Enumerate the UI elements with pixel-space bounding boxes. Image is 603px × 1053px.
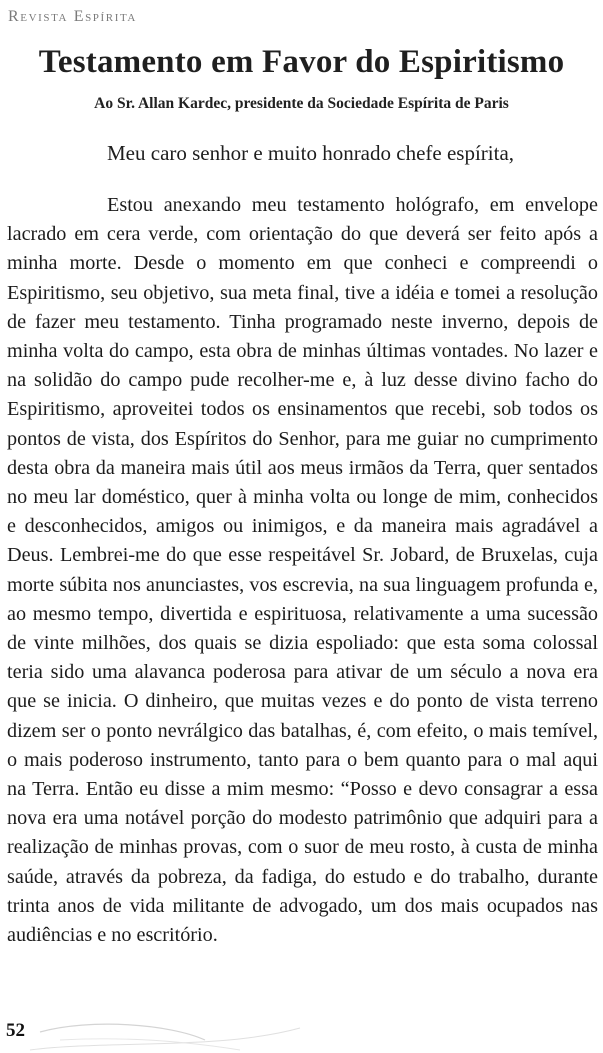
running-head: Revista Espírita <box>8 8 137 25</box>
footer-swoosh-ornament <box>0 1010 603 1053</box>
article-title: Testamento em Favor do Espiritismo <box>38 44 565 80</box>
letter-salutation: Meu caro senhor e muito honrado chefe espírita, <box>107 141 515 165</box>
letter-body-paragraph: Estou anexando meu testamento hológrafo, em envelope lacrado em cera verde, com orientação do que deverá ser feito após a minha morte. Desde o momento em que conheci e compreendi o Espiritismo, seu objetivo, sua meta final, tive a idéia e tomei a resolução de fazer meu testamento. Tinha programado neste inverno, depois de minha volta do campo, esta obra de minhas últimas vontades. No lazer e na solidão do campo pude recolher-me e, à luz desse divino facho do Espiritismo, aproveitei todos os ensinamentos que recebi, sob todos os pontos de vista, dos Espíritos do Senhor, para me guiar no cumprimento desta obra da maneira mais útil aos meus irmãos da Terra, quer sentados no meu lar doméstico, quer à minha volta ou longe de mim, conhecidos e desconhecidos, amigos ou inimigos, e da maneira mais agradável a Deus. Lembrei-me do que esse respeitável Sr. Jobard, de Bruxelas, cuja morte súbita nos anunciastes, vos escrevia, na sua linguagem profunda e, ao mesmo tempo, divertida e espirituosa, relativamente a uma sucessão de vinte milhões, dos quais se dizia espoliado: que esta soma colossal teria sido uma alavanca poderosa para ativar de um século a nova era que se inicia. O dinheiro, que muitas vezes e do ponto de vista terreno dizem ser o ponto nevrálgico das batalhas, é, com efeito, o mais temível, o mais poderoso instrumento, tanto para o bem quanto para o mal aqui na Terra. Então eu disse a mim mesmo: “Posso e devo consagrar a essa nova era uma notável porção do modesto patrimônio que adquiri para a realização de minhas provas, com o suor de meu rosto, à custa de minha saúde, através da pobreza, da fadiga, do estudo e do trabalho, durante trinta anos de vida militante de advogado, um dos mais ocupados nas audiências e no escritório. <box>7 194 598 947</box>
page-number: 52 <box>6 1020 25 1041</box>
article-subtitle: Ao Sr. Allan Kardec, presidente da Sociedade Espírita de Paris <box>94 95 509 112</box>
